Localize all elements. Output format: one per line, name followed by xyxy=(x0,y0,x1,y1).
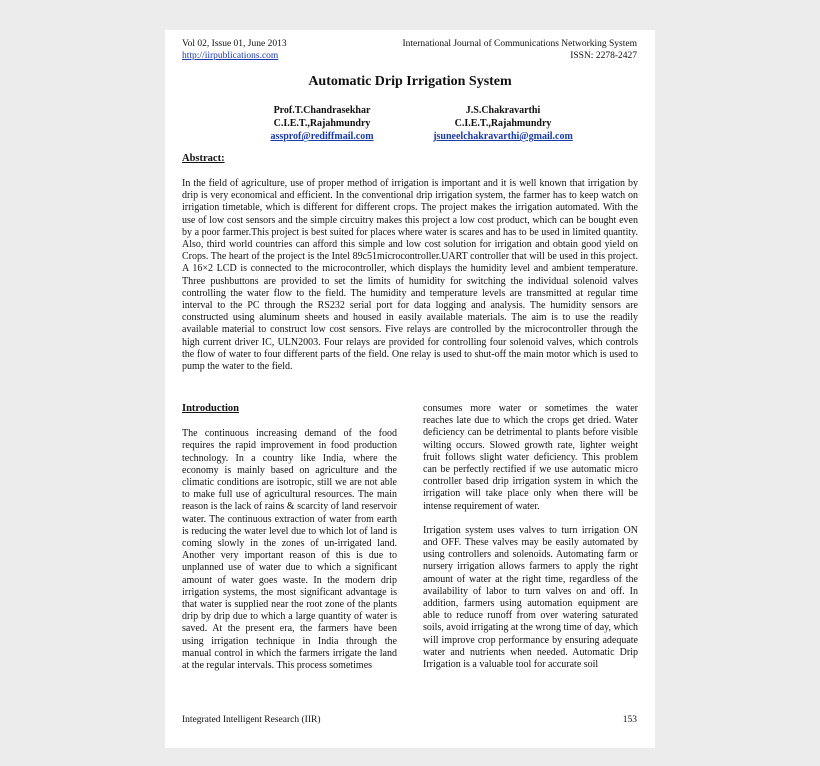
issn: ISSN: 2278-2427 xyxy=(570,51,637,61)
author-email-link[interactable]: jsuneelchakravarthi@gmail.com xyxy=(433,131,573,142)
abstract-heading: Abstract: xyxy=(182,153,225,164)
column-right xyxy=(423,403,638,671)
introduction-paragraph: The continuous increasing demand of the food requires the rapid improvement in food production technology. In a country like India, where the economy is mainly based on agriculture and the climatic conditions are isotropic, still we are not able to make full use of agricultural resources. The main reason is the lack of rains & scarcity of land reservoir water. The continuous extraction of water from earth is reducing the water level due to which lot of land is coming slowly in the zones of un-irrigated land. Another very important reason of this is due to unplanned use of water due to which a significant amount of water goes waste. In the modern drip irrigation systems, the most significant advantage is that water is supplied near the root zone of the plants drip by drip due to which a large quantity of water is saved. At the present era, the farmers have been using irrigation technique in India through the manual control in which the farmers irrigate the land at the regular intervals. This process sometimes xyxy=(182,428,397,672)
author-email-link[interactable]: assprof@rediffmail.com xyxy=(270,131,374,142)
header-right xyxy=(402,38,637,62)
header-left xyxy=(182,38,287,62)
introduction-heading: Introduction xyxy=(182,403,239,414)
author-1 xyxy=(222,104,422,143)
journal-name: International Journal of Communications Networking System xyxy=(402,39,637,49)
volume-info: Vol 02, Issue 01, June 2013 xyxy=(182,39,287,49)
author-affiliation: C.I.E.T.,Rajahmundry xyxy=(454,118,552,129)
abstract-text: In the field of agriculture, use of proper method of irrigation is important and it is well known that irrigation by drip is very economical and efficient. In the conventional drip irrigation system, the farmer has to keep watch on irrigation timetable, which is different for different crops. The project makes the irrigation automated. With the use of low cost sensors and the simple circuitry makes this project a low cost product, which can be bought even by a poor farmer.This project is best suited for places where water is scares and has to be used in limited quantity. Also, third world countries can afford this simple and low cost solution for irrigation and obtain good yield on Crops. The heart of the project is the Intel 89c51microcontroller.UART controller that will be used in this project. A 16×2 LCD is connected to the microcontroller, which displays the humidity level and ambient temperature. Three pushbuttons are provided to set the limits of humidity for switching the individual solenoid valves controlling the water flow to the field. The humidity and temperature levels are transmitted at regular time interval to the PC through the RS232 serial port for data logging and analysis. The humidity sensors are constructed using aluminum sheets and housed in easily available materials. The aim is to use the readily available material to construct low cost sensors. Five relays are controlled by the microcontroller through the high current driver IC, ULN2003. Four relays are provided for controlling four solenoid valves, which controls the flow of water to four different parts of the field. One relay is used to shut-off the main motor which is used to pump the water to the field. xyxy=(182,178,638,373)
introduction-paragraph: consumes more water or sometimes the water reaches late due to which the crops get dried. Water deficiency can be detrimental to plants before visible wilting occurs. Slowed growth rate, lighter weight fruit follows slight water deficiency. This problem can be perfectly rectified if we use automatic micro controller based drip irrigation system in which the irrigation will take place only when there will be intense requirement of water. xyxy=(423,403,638,512)
author-name: J.S.Chakravarthi xyxy=(465,105,541,116)
author-2 xyxy=(403,104,603,143)
footer-publisher: Integrated Intelligent Research (IIR) xyxy=(182,715,321,725)
page-number: 153 xyxy=(622,715,637,725)
paper-page xyxy=(165,30,655,748)
paper-title: Automatic Drip Irrigation System xyxy=(308,74,512,89)
author-affiliation: C.I.E.T.,Rajahmundry xyxy=(273,118,371,129)
journal-url-link[interactable]: http://iirpublications.com xyxy=(182,51,279,61)
introduction-paragraph: Irrigation system uses valves to turn irrigation ON and OFF. These valves may be easily automated by using controllers and solenoids. Automating farm or nursery irrigation allows farmers to apply the right amount of water at the right time, regardless of the availability of labor to turn valves on and off. In addition, farmers using automation equipment are able to reduce runoff from over watering saturated soils, avoid irrigating at the wrong time of day, which will improve crop performance by ensuring adequate water and nutrients when needed. Automatic Drip Irrigation is a valuable tool for accurate soil xyxy=(423,524,638,671)
author-name: Prof.T.Chandrasekhar xyxy=(273,105,371,116)
column-left xyxy=(182,403,397,672)
